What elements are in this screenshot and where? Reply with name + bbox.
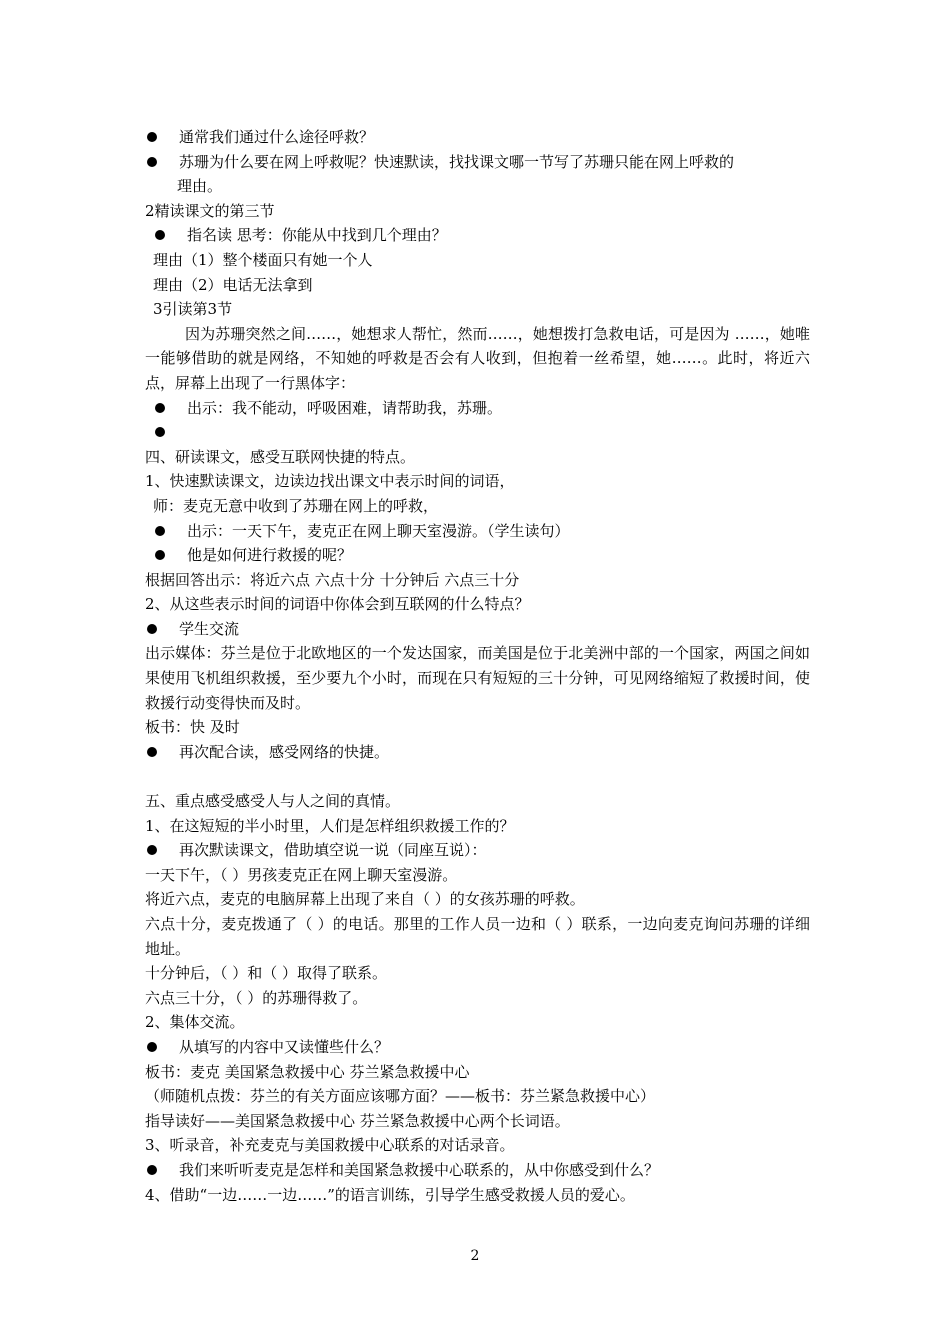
text-line: 理由（2）电话无法拿到 bbox=[153, 275, 313, 294]
text-line: 2、从这些表示时间的词语中你体会到互联网的什么特点？ bbox=[145, 595, 530, 614]
paragraph: 因为苏珊突然之间……，她想求人帮忙，然而……，她想拨打急救电话，可是因为 ……，她唯一能够借助的就是网络，不知她的呼救是否会有人收到，但抱着一丝希望，她……。此时，将近六点，屏幕上出现了一行黑体字： bbox=[145, 324, 810, 392]
bullet-text: 通常我们通过什么途径呼救？ bbox=[179, 128, 375, 146]
section-heading: 五、重点感受感受人与人之间的真情。 bbox=[145, 792, 401, 811]
bullet-text: 出示：我不能动，呼吸困难，请帮助我，苏珊。 bbox=[187, 398, 503, 417]
fill-blank-line: 一天下午，（ ）男孩麦克正在网上聊天室漫游。 bbox=[145, 865, 458, 884]
text-line: （师随机点拨：芬兰的有关方面应该哪方面？——板书：芬兰紧急救援中心） bbox=[145, 1087, 656, 1106]
bullet-item bbox=[145, 1035, 810, 1060]
bullet-continuation: 理由。 bbox=[177, 177, 223, 196]
bullet-item bbox=[145, 396, 810, 421]
bullet-text: 他是如何进行救援的呢？ bbox=[187, 546, 353, 565]
bullet-item bbox=[145, 1158, 810, 1183]
bullet-item bbox=[145, 125, 810, 150]
bullet-item bbox=[145, 543, 810, 568]
bullet-text: 我们来听听麦克是怎样和美国紧急救援中心联系的，从中你感受到什么？ bbox=[179, 1160, 660, 1179]
fill-blank-line: 将近六点，麦克的电脑屏幕上出现了来自（ ）的女孩苏珊的呼救。 bbox=[145, 890, 585, 909]
bullet-item bbox=[145, 420, 810, 445]
bullet-icon bbox=[147, 157, 157, 167]
bullet-icon bbox=[155, 526, 165, 536]
text-line: 指导读好——美国紧急救援中心 芬兰紧急救援中心两个长词语。 bbox=[145, 1111, 570, 1130]
text-line: 2、集体交流。 bbox=[145, 1013, 245, 1032]
bullet-icon bbox=[147, 845, 157, 855]
document-body bbox=[145, 125, 810, 1207]
bullet-icon bbox=[147, 1042, 157, 1052]
bullet-icon bbox=[147, 624, 157, 634]
fill-blank-line: 十分钟后，（ ）和（ ）取得了联系。 bbox=[145, 964, 388, 983]
bullet-text: 从填写的内容中又读懂些什么？ bbox=[179, 1037, 390, 1056]
section-heading: 3引读第3节 bbox=[153, 300, 233, 319]
fill-blank-line: 六点十分，麦克拨通了（ ）的电话。那里的工作人员一边和（ ）联系，一边向麦克询问苏珊的详细地址。 bbox=[145, 915, 810, 958]
bullet-item bbox=[145, 223, 810, 248]
bullet-text: 指名读 思考：你能从中找到几个理由？ bbox=[187, 226, 447, 245]
text-line: 理由（1）整个楼面只有她一个人 bbox=[153, 250, 373, 269]
text-line: 1、在这短短的半小时里，人们是怎样组织救援工作的？ bbox=[145, 816, 515, 835]
bullet-icon bbox=[147, 1165, 157, 1175]
bullet-icon bbox=[147, 132, 157, 142]
bullet-text: 苏珊为什么要在网上呼救呢？快速默读，找找课文哪一节写了苏珊只能在网上呼救的 bbox=[179, 152, 735, 171]
page-number: 2 bbox=[470, 1248, 480, 1264]
section-heading: 四、研读课文，感受互联网快捷的特点。 bbox=[145, 447, 416, 466]
blank-line bbox=[145, 764, 810, 789]
bullet-item bbox=[145, 617, 810, 642]
bullet-item bbox=[145, 519, 810, 544]
bullet-item bbox=[145, 838, 810, 863]
bullet-icon bbox=[155, 403, 165, 413]
fill-blank-line: 六点三十分，（ ）的苏珊得救了。 bbox=[145, 988, 368, 1007]
bullet-icon bbox=[155, 230, 165, 240]
bullet-text: 再次默读课文，借助填空说一说（同座互说）： bbox=[179, 841, 487, 860]
bullet-text: 出示：一天下午，麦克正在网上聊天室漫游。（学生读句） bbox=[187, 521, 570, 540]
section-heading: 2精读课文的第三节 bbox=[145, 201, 275, 220]
text-line: 4、借助“一边……一边……”的语言训练，引导学生感受救援人员的爱心。 bbox=[145, 1185, 635, 1204]
text-line: 师：麦克无意中收到了苏珊在网上的呼救， bbox=[153, 496, 439, 515]
text-line: 板书：麦克 美国紧急救援中心 芬兰紧急救援中心 bbox=[145, 1062, 470, 1081]
bullet-text: 再次配合读，感受网络的快捷。 bbox=[179, 742, 390, 761]
text-line: 1、快速默读课文，边读边找出课文中表示时间的词语， bbox=[145, 472, 515, 491]
bullet-icon bbox=[155, 427, 165, 437]
text-line: 3、听录音，补充麦克与美国救援中心联系的对话录音。 bbox=[145, 1136, 515, 1155]
bullet-text: 学生交流 bbox=[179, 619, 240, 638]
paragraph: 出示媒体：芬兰是位于北欧地区的一个发达国家，而美国是位于北美洲中部的一个国家，两国之间如果使用飞机组织救援，至少要九个小时，而现在只有短短的三十分钟，可见网络缩短了救援时间，使救援行动变得快而及时。 bbox=[145, 644, 810, 712]
bullet-item bbox=[145, 740, 810, 765]
text-line: 根据回答出示：将近六点 六点十分 十分钟后 六点三十分 bbox=[145, 570, 520, 589]
bullet-icon bbox=[155, 550, 165, 560]
text-line: 板书：快 及时 bbox=[145, 718, 240, 737]
bullet-icon bbox=[147, 747, 157, 757]
bullet-item bbox=[145, 150, 810, 175]
